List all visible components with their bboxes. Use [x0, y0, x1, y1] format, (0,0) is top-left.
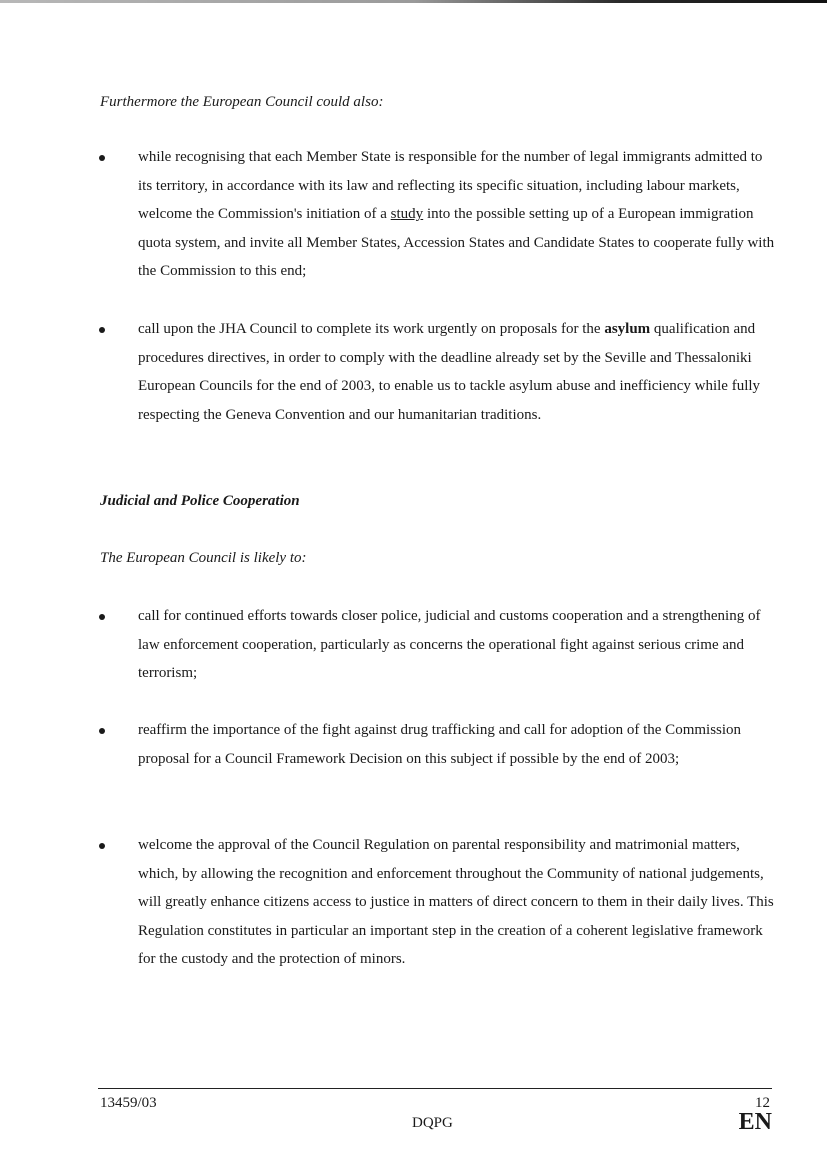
department-code: DQPG	[412, 1115, 453, 1131]
document-reference: 13459/03	[100, 1095, 157, 1111]
list-item-text: welcome the approval of the Council Regulation on parental responsibility and matrimonial matters, which, by allowing the recognition and enforcement throughout the Community of national judgements, will greatly enhance citizens access to justice in matters of direct concern to them in their daily lives. This Regulation constitutes in particular an important step in the creation of a coherent legislative framework for the custody and the protection of minors.	[138, 837, 774, 968]
list-item-text-part: qualification and procedures directives, in order to comply with the deadline already set by the Seville and Thessaloniki European Councils for the end of 2003, to enable us to tackle asylum abuse and inefficiency while fully respecting the Geneva Convention and our humanitarian traditions.	[138, 321, 761, 423]
bullet-icon	[99, 728, 105, 734]
bullet-icon	[99, 155, 105, 161]
section-heading: Judicial and Police Cooperation	[100, 493, 300, 509]
bold-term: asylum	[604, 321, 651, 337]
list-item-text: call for continued efforts towards closer police, judicial and customs cooperation and a strengthening of law enforcement cooperation, particularly as concerns the operational fight against serious crime and terrorism;	[138, 608, 761, 682]
top-scan-line	[0, 0, 827, 3]
list-item-text-part: call upon the JHA Council to complete its work urgently on proposals for the	[138, 321, 605, 337]
underlined-term: study	[390, 206, 424, 223]
list-item-text	[138, 143, 778, 286]
list-item-text	[138, 315, 778, 429]
list-item-text-part: while recognising that each Member State is responsible for the number of legal immigrants admitted to its territory, in accordance with its law and reflecting its specific situation, including labour markets, welcome the Commission's initiation of a	[138, 149, 763, 223]
bullet-icon	[99, 327, 105, 333]
intro-paragraph-1: Furthermore the European Council could also:	[100, 94, 384, 110]
footer-divider	[98, 1088, 772, 1089]
list-item-text: reaffirm the importance of the fight against drug trafficking and call for adoption of the Commission proposal for a Council Framework Decision on this subject if possible by the end of 2003;	[138, 722, 742, 767]
bullet-icon	[99, 843, 105, 849]
list-item-text-part: into the possible setting up of a European immigration quota system, and invite all Member States, Accession States and Candidate States to cooperate fully with the Commission to this end;	[138, 206, 775, 280]
intro-paragraph-2: The European Council is likely to:	[100, 550, 307, 566]
language-code: EN	[738, 1109, 772, 1135]
bullet-icon	[99, 614, 105, 620]
page-number: 12	[755, 1095, 770, 1111]
